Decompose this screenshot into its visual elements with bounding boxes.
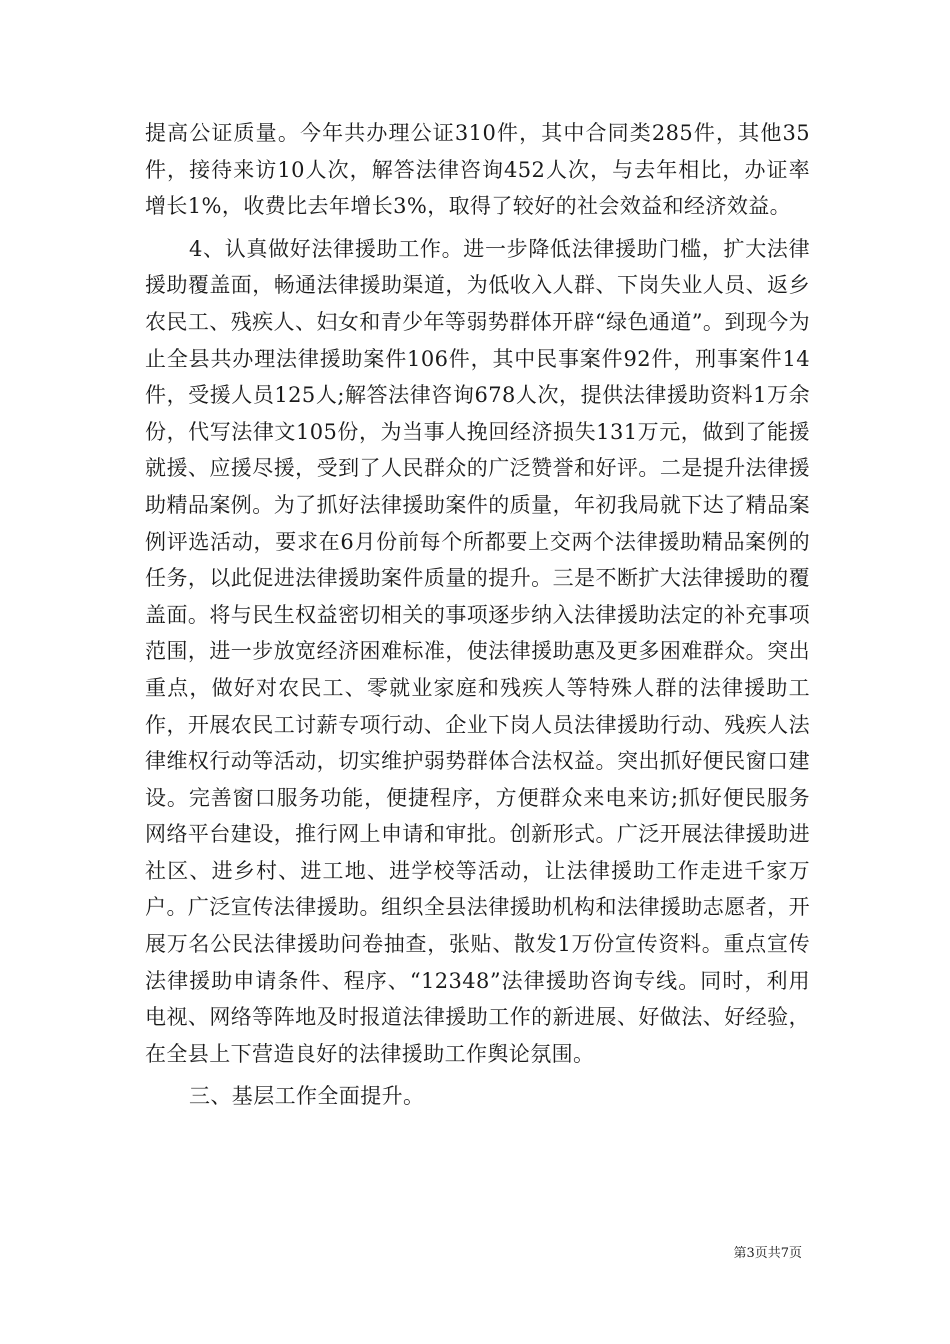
section-heading-grassroots: 三、基层工作全面提升。 [189,1084,425,1109]
paragraph-continuation: 提高公证质量。今年共办理公证310件，其中合同类285件，其他35件，接待来访10人次，解答法律咨询452人次，与去年相比，办证率增长1%，收费比去年增长3%，取得了较好的社会效益和经济效益。 [145,121,810,219]
document-body [145,115,810,1115]
page-number: 第3页共7页 [733,1246,802,1261]
paragraph-legal-aid: 4、认真做好法律援助工作。进一步降低法律援助门槛，扩大法律援助覆盖面，畅通法律援助渠道，为低收入人群、下岗失业人员、返乡农民工、残疾人、妇女和青少年等弱势群体开辟“绿色通道”。到现今为止全县共办理法律援助案件106件，其中民事案件92件，刑事案件14件，受援人员125人;解答法律咨询678人次，提供法律援助资料1万余份，代写法律文105份，为当事人挽回经济损失131万元，做到了能援就援、应援尽援，受到了人民群众的广泛赞誉和好评。二是提升法律援助精品案例。为了抓好法律援助案件的质量，年初我局就下达了精品案例评选活动，要求在6月份前每个所都要上交两个法律援助精品案例的任务，以此促进法律援助案件质量的提升。三是不断扩大法律援助的覆盖面。将与民生权益密切相关的事项逐步纳入法律援助法定的补充事项范围，进一步放宽经济困难标准，使法律援助惠及更多困难群众。突出重点，做好对农民工、零就业家庭和残疾人等特殊人群的法律援助工作，开展农民工讨薪专项行动、企业下岗人员法律援助行动、残疾人法律维权行动等活动，切实维护弱势群体合法权益。突出抓好便民窗口建设。完善窗口服务功能，便捷程序，方便群众来电来访;抓好便民服务网络平台建设，推行网上申请和审批。创新形式。广泛开展法律援助进社区、进乡村、进工地、进学校等活动，让法律援助工作走进千家万户。广泛宣传法律援助。组织全县法律援助机构和法律援助志愿者，开展万名公民法律援助问卷抽查，张贴、散发1万份宣传资料。重点宣传法律援助申请条件、程序、“12348”法律援助咨询专线。同时，利用电视、网络等阵地及时报道法律援助工作的新进展、好做法、好经验，在全县上下营造良好的法律援助工作舆论氛围。 [145,236,810,1066]
